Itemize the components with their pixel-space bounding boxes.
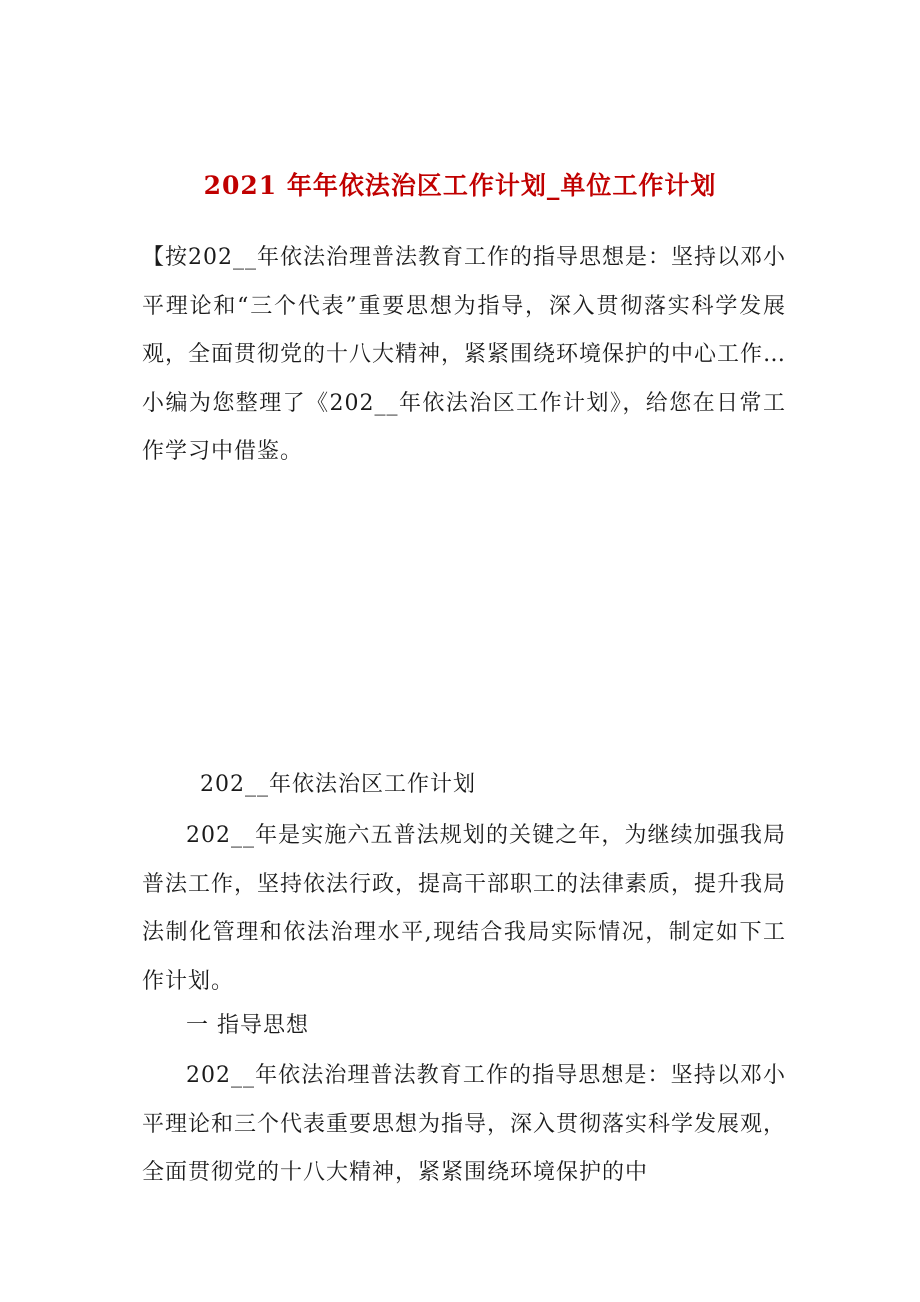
body-paragraph-1: 202__年是实施六五普法规划的关键之年，为继续加强我局普法工作，坚持依法行政，提高干部职工的法律素质，提升我局法制化管理和依法治理水平,现结合我局实际情况，制定如下工作计划。: [142, 823, 787, 994]
intro-paragraph: 【按202__年依法治理普法教育工作的指导思想是：坚持以邓小平理论和“三个代表”重要思想为指导，深入贯彻落实科学发展观，全面贯彻党的十八大精神，紧紧围绕环境保护的中心工作…小编为您整理了《202__年依法治区工作计划》，给您在日常工作学习中借鉴。: [142, 245, 787, 464]
section-heading-guiding-ideology: 一 指导思想: [186, 1013, 309, 1038]
document-title: 2021 年年依法治区工作计划_单位工作计划: [203, 171, 717, 200]
body-paragraph-2: 202__年依法治理普法教育工作的指导思想是：坚持以邓小平理论和三个代表重要思想为指导，深入贯彻落实科学发展观，全面贯彻党的十八大精神，紧紧围绕环境保护的中: [142, 1063, 787, 1185]
plan-subtitle: 202__年依法治区工作计划: [200, 772, 476, 797]
